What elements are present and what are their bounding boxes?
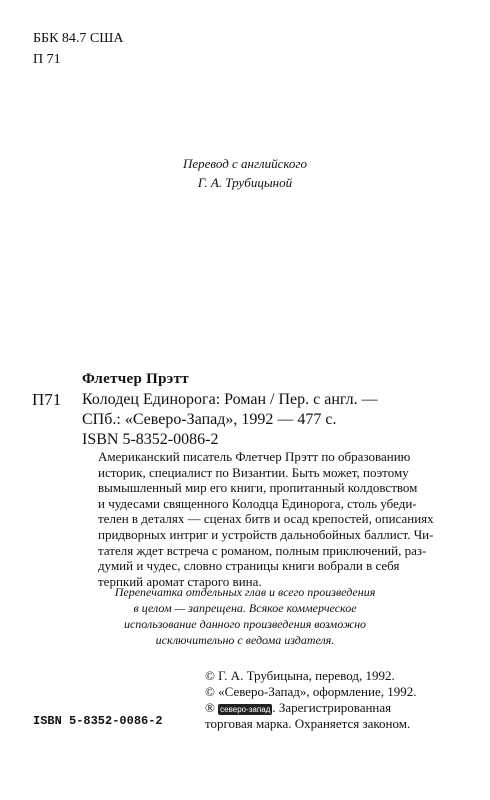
annotation-line: и чудесами священного Колодца Единорога, столь убеди- xyxy=(98,495,417,511)
trademark-line xyxy=(205,700,417,716)
bbk-code: ББК 84.7 США xyxy=(33,31,124,46)
registered-icon: ® xyxy=(205,700,215,715)
title-line: Колодец Единорога: Роман / Пер. с англ. — xyxy=(82,391,378,408)
annotation-line: вымышленный мир его книги, пропитанный колдовством xyxy=(98,480,418,496)
publisher-line: СПб.: «Северо-Запад», 1992 — 477 с. xyxy=(82,411,337,428)
notice-line: исключительно с ведома издателя. xyxy=(155,633,335,647)
copyright-translation: © Г. А. Трубицына, перевод, 1992. xyxy=(205,668,395,683)
trademark-protection: торговая марка. Охраняется законом. xyxy=(205,716,411,731)
author-code: П 71 xyxy=(33,52,61,67)
trademark-text: . Зарегистрированная xyxy=(272,700,392,715)
classification-block xyxy=(33,31,124,73)
reprint-notice xyxy=(0,584,490,648)
notice-line: использование данного произведения возможно xyxy=(123,617,367,631)
notice-line: в целом — запрещена. Всякое коммерческое xyxy=(133,601,357,615)
translator-name: Г. А. Трубицыной xyxy=(197,175,293,190)
annotation-line: историк, специалист по Византии. Быть может, поэтому xyxy=(98,464,409,480)
copyright-design: © «Северо-Запад», оформление, 1992. xyxy=(205,684,417,699)
annotation-line: думий и чудес, словно страницы книги вобрали в себя xyxy=(98,558,400,574)
annotation xyxy=(98,449,460,589)
annotation-line: телен в деталях — сценах битв и осад крепостей, описаниях xyxy=(98,511,434,527)
catalog-code: П71 xyxy=(32,390,62,409)
translation-line: Перевод с английского xyxy=(182,156,308,171)
annotation-line: тателя ждет встреча с романом, полным приключений, раз- xyxy=(98,542,427,558)
translator-credit xyxy=(0,154,490,192)
bibliographic-entry xyxy=(82,390,378,450)
notice-line: Перепечатка отдельных глав и всего произведения xyxy=(114,585,376,599)
publisher-logo: северо-запад xyxy=(220,704,271,714)
annotation-line: Американский писатель Флетчер Прэтт по образованию xyxy=(98,449,411,464)
annotation-line: придворных интриг и устройств дальнобойных баллист. Чи- xyxy=(98,526,434,542)
author-name: Флетчер Прэтт xyxy=(82,371,189,387)
isbn-line: ISBN 5-8352-0086-2 xyxy=(82,431,219,448)
copyright-block xyxy=(205,668,417,732)
annotation-line: терпкий аромат старого вина. xyxy=(98,573,262,589)
isbn-footer: ISBN 5-8352-0086-2 xyxy=(33,714,163,728)
